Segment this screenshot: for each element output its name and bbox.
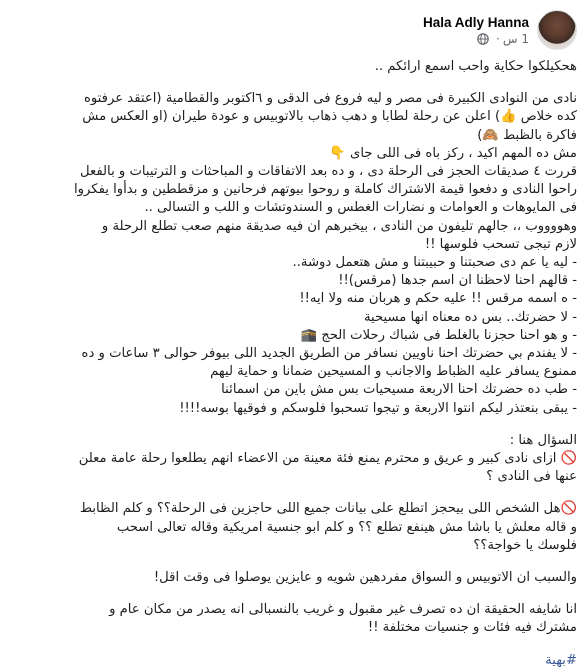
post-text-line: وهووووب ،، جالهم تليفون من النادى ، بيخبرهم ان فيه صديقة منهم صعب تطلع الرحلة و (101, 218, 577, 234)
post-text-line: نادى من النوادى الكبيرة فى مصر و ليه فروع فى الدقى و ٦اكتوبر والقطامية (اعتقد عرفتوه (83, 91, 577, 107)
globe-icon[interactable] (477, 33, 489, 45)
post-text-line: السؤال هنا : (509, 432, 577, 448)
post-text-line: - لا حضرتك.. بس ده معناه انها مسيحية (363, 309, 577, 325)
hashtag-link[interactable]: #بهية (545, 652, 577, 668)
post-text-line: قررت ٤ صديقات الحجز فى الرحلة دى ، و ده بعد الاتفاقات و المباحثات و الترتيبات و بالفعل (80, 164, 577, 180)
post-text-line: والسبب ان الاتوبيس و السواق مفردهين شويه و عايزين يوصلوا فى وقت اقل! (153, 570, 577, 586)
paragraph-gap (12, 486, 577, 500)
author-name[interactable]: Hala Adly Hanna (422, 14, 529, 30)
post-time-row (423, 32, 529, 46)
post-text-line: - و هو احنا حجزنا بالغلط فى شباك رحلات الحج 🕋 (300, 327, 577, 343)
post-text-line: - لا يفندم بي حضرتك احنا ناويين نسافر من الطريق الجديد اللى بيوفر حوالى ٣ ساعات و ده (81, 346, 577, 362)
post-text-line: ممنوع يسافر عليه الظباط والاجانب و المسيحين ضمانا و حماية ليهم (210, 364, 577, 380)
post-text-line: لازم تبجى تسحب فلوسها !! (424, 236, 577, 252)
paragraph-gap (12, 76, 577, 90)
post-text-line: - يبقى بنعتذر ليكم انتوا الاربعة و تيجوا تسحبوا فلوسكم و فوقيها بوسه!!!! (179, 400, 577, 416)
post-text-line: انا شايفه الحقيقة ان ده تصرف غير مقبول و غريب بالنسبالى انه يصدر من مكان عام و (109, 602, 577, 618)
author-avatar[interactable] (537, 10, 577, 50)
post-text-line: و قاله معلش يا باشا مش هينفع تطلع ؟؟ و كلم ابو جنسية امريكية وقاله تعالى اسحب (116, 519, 577, 535)
post-text-line: 🚫 ازاى نادى كبير و عريق و محترم يمنع فئة معينة من الاعضاء انهم يطلعوا رحلة عامة معلن (78, 451, 577, 467)
post-text-line: هحكيلكوا حكاية واحب اسمع ارائكم .. (374, 59, 577, 74)
post-text-line: فلوسك يا خواجة؟؟ (473, 537, 577, 553)
post-text-line: 🚫هل الشخص اللى بيحجز اتطلع على بيانات جميع اللى حاجزين فى الرحلة؟؟ و كلم الظابط (79, 501, 577, 517)
post-text-line: مشترك فيه فئات و جنسيات مختلفة !! (367, 620, 577, 636)
post-text-line: مش ده المهم اكيد ، ركز باه فى اللى جاى 👇 (329, 145, 577, 161)
post-text-line: - ه اسمه مرقس !! عليه حكم و هربان منه ولا ايه!! (299, 291, 577, 307)
paragraph-gap (12, 587, 577, 601)
post-text-line: - قالهم احنا لاحظنا ان اسم جدها (مرقس)!! (338, 273, 577, 289)
post-timestamp[interactable]: 1 س (502, 31, 529, 46)
paragraph-gap (12, 638, 577, 652)
post-meta (423, 15, 529, 46)
post-text-line: فاكرة بالظبط 🙈) (477, 127, 577, 143)
meta-separator: · (496, 31, 500, 46)
paragraph-gap (12, 418, 577, 432)
post-text-line: - طب ده حضرتك احنا الاربعة مسيحيات بس مش باين من اسمائنا (221, 382, 577, 398)
post-header (423, 10, 577, 50)
post-text-line: عنها فى النادى ؟ (486, 469, 577, 485)
post-text (12, 58, 577, 670)
post-text-line: - ليه يا عم دى صحبتنا و حبيبتنا و مش هتعمل دوشة.. (292, 255, 577, 271)
post-text-line: كده خلاص 👍) اعلن عن رحلة لطابا و دهب ذهاب بالاتوبيس و عودة طيران (او العكس مش (82, 109, 577, 125)
post-text-line: راحوا النادى و دفعوا قيمة الاشتراك كاملة و روحوا بيوتهم فرحانين و مزقططين و بدأوا يفكروا (73, 182, 577, 198)
post-text-line: فى المايوهات و العوامات و نضارات الغطس و السندوتشات و اللب و التسالى .. (144, 200, 577, 216)
paragraph-gap (12, 555, 577, 569)
